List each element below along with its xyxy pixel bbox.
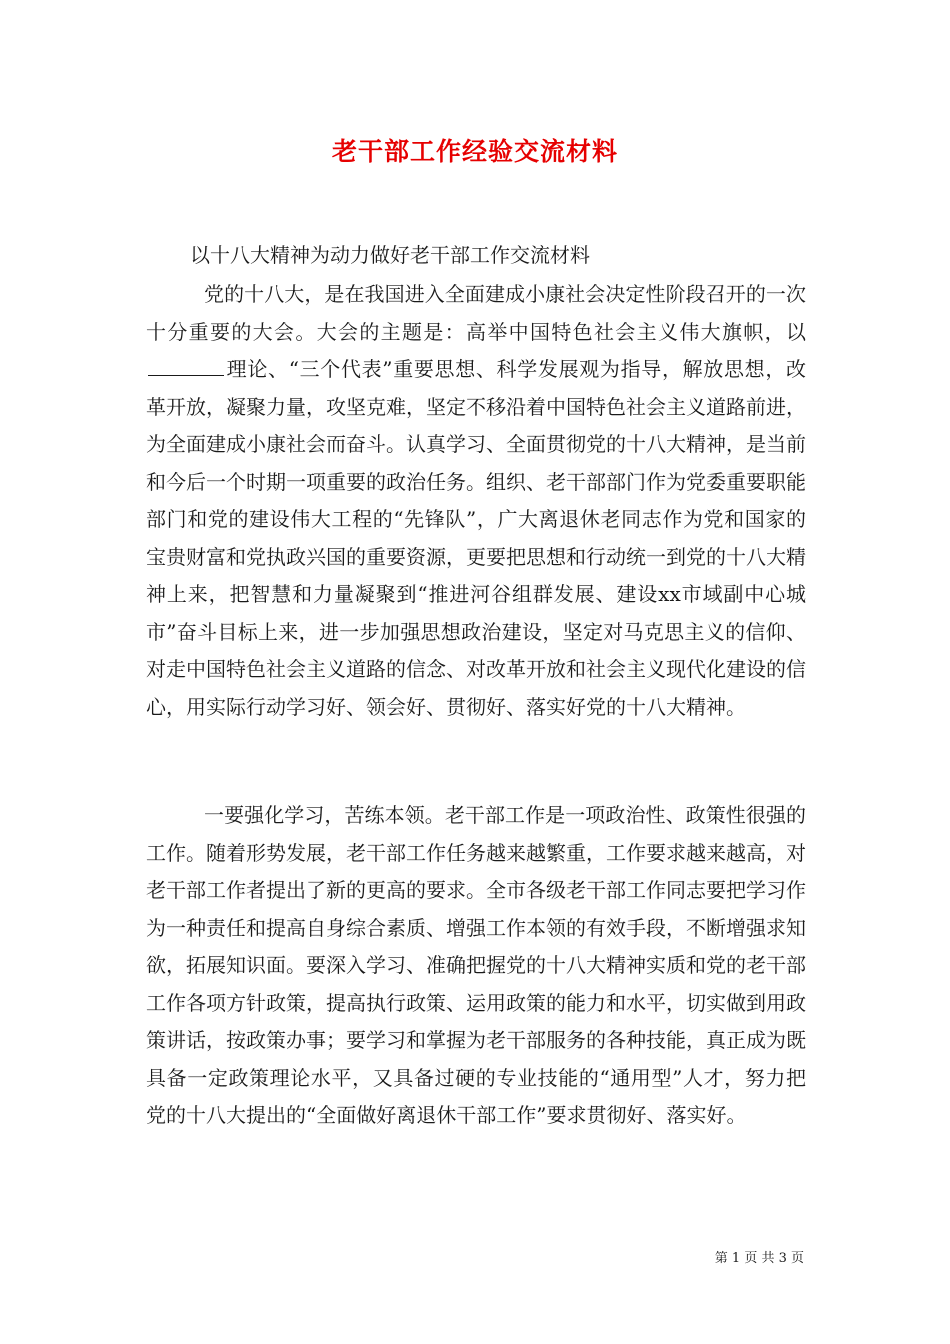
- document-subtitle: 以十八大精神为动力做好老干部工作交流材料: [190, 243, 590, 267]
- paragraph-2-text: 一要强化学习，苦练本领。老干部工作是一项政治性、政策性很强的工作。随着形势发展，老干部工作任务越来越繁重，工作要求越来越高，对老干部工作者提出了新的更高的要求。全市各级老干部工作同志要把学习作为一种责任和提高自身综合素质、增强工作本领的有效手段，不断增强求知欲，拓展知识面。要深入学习、准确把握党的十八大精神实质和党的老干部工作各项方针政策，提高执行政策、运用政策的能力和水平，切实做到用政策讲话，按政策办事；要学习和掌握为老干部服务的各种技能，真正成为既具备一定政策理论水平，又具备过硬的专业技能的“通用型”人才，努力把党的十八大提出的“全面做好离退休干部工作”要求贯彻好、落实好。: [146, 803, 806, 1127]
- paragraph-2: [146, 797, 806, 1135]
- paragraph-1-part-1: 党的十八大，是在我国进入全面建成小康社会决定性阶段召开的一次十分重要的大会。大会的主题是：高举中国特色社会主义伟大旗帜，以: [146, 282, 806, 344]
- page-footer: 第 1 页 共 3 页: [714, 1251, 804, 1266]
- document-title: 老干部工作经验交流材料: [331, 137, 618, 166]
- paragraph-1-part-2: 理论、“三个代表”重要思想、科学发展观为指导，解放思想，改革开放，凝聚力量，攻坚克难，坚定不移沿着中国特色社会主义道路前进，为全面建成小康社会而奋斗。认真学习、全面贯彻党的十八大精神，是当前和今后一个时期一项重要的政治任务。组织、老干部部门作为党委重要职能部门和党的建设伟大工程的“先锋队”，广大离退休老同志作为党和国家的宝贵财富和党执政兴国的重要资源，更要把思想和行动统一到党的十八大精神上来，把智慧和力量凝聚到“推进河谷组群发展、建设xx市域副中心城市”奋斗目标上来，进一步加强思想政治建设，坚定对马克思主义的信仰、对走中国特色社会主义道路的信念、对改革开放和社会主义现代化建设的信心，用实际行动学习好、领会好、贯彻好、落实好党的十八大精神。: [146, 357, 806, 719]
- paragraph-1: [146, 276, 806, 726]
- fill-in-blank: [148, 355, 224, 376]
